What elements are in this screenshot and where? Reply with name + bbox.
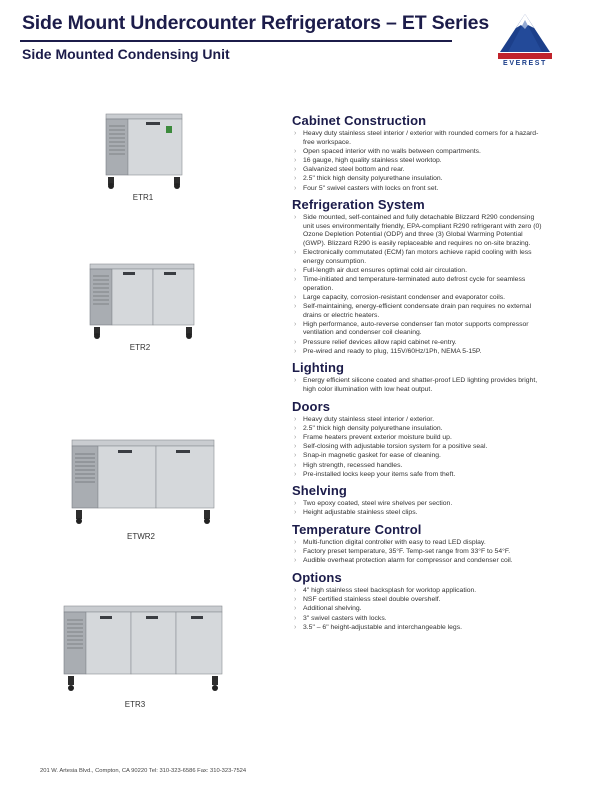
spec-item: › Heavy duty stainless steel interior / exterior with rounded corners for a hazard-free workspace. — [292, 130, 547, 147]
product-label-etwr2: ETWR2 — [127, 532, 155, 541]
spec-item: › Time-initiated and temperature-terminated auto defrost cycle for seamless operation. — [292, 276, 547, 293]
spec-item: › 4" high stainless steel backsplash for worktop application. — [292, 587, 547, 596]
logo-brand-text: EVEREST — [503, 60, 547, 67]
logo-band — [498, 53, 552, 59]
section-doors — [292, 398, 547, 480]
spec-item: › Four 5" swivel casters with locks on front set. — [292, 185, 547, 194]
footer-address: 201 W. Artesia Blvd., Compton, CA 90220 Tel: 310-323-6586 Fax: 310-323-7524 — [40, 768, 247, 774]
section-heading: Refrigeration System — [292, 197, 425, 213]
product-image-etwr2 — [68, 438, 220, 531]
section-heading: Shelving — [292, 483, 347, 499]
everest-logo — [494, 10, 556, 70]
spec-item: › High strength, recessed handles. — [292, 462, 547, 471]
section-heading: Cabinet Construction — [292, 113, 427, 128]
section-temperature-control — [292, 521, 547, 566]
section-heading: Doors — [292, 398, 331, 414]
spec-item: › Electronically commutated (ECM) fan motors achieve rapid cooling with less energy consumption. — [292, 249, 547, 266]
spec-item: › Pre-installed locks keep your items safe from theft. — [292, 471, 547, 480]
section-options — [292, 569, 547, 632]
spec-item: › 2.5" thick high density polyurethane insulation. — [292, 425, 547, 434]
spec-item: › Audible overheat protection alarm for compressor and condenser coil. — [292, 557, 547, 566]
spec-item: › Additional shelving. — [292, 605, 547, 614]
product-label-etr1: ETR1 — [132, 193, 154, 202]
section-refrigeration-system — [292, 196, 547, 356]
section-lighting — [292, 359, 547, 394]
product-image-etr1 — [100, 112, 190, 195]
mountain-icon — [494, 10, 556, 56]
spec-item: › Self-closing with adjustable torsion system for a positive seal. — [292, 443, 547, 452]
section-shelving — [292, 482, 547, 518]
spec-item: › Height adjustable stainless steel clips. — [292, 509, 547, 518]
spec-item: › Snap-in magnetic gasket for ease of cleaning. — [292, 452, 547, 461]
spec-item: › Pressure relief devices allow rapid cabinet re-entry. — [292, 339, 547, 348]
section-heading: Temperature Control — [292, 522, 422, 538]
spec-item: › Energy efficient silicone coated and shatter-proof LED lighting provides bright, high color illumination with low heat output. — [292, 377, 547, 394]
spec-item: › 16 gauge, high quality stainless steel worktop. — [292, 157, 547, 166]
spec-item: › Two epoxy coated, steel wire shelves per section. — [292, 500, 547, 509]
spec-item: › Open spaced interior with no walls between compartments. — [292, 148, 547, 157]
title-divider — [20, 40, 452, 42]
product-image-etr2 — [88, 262, 200, 345]
spec-item: › Heavy duty stainless steel interior / exterior. — [292, 416, 547, 425]
spec-item: › Galvanized steel bottom and rear. — [292, 166, 547, 175]
spec-item: › High performance, auto-reverse condenser fan motor supports compressor ventilation and condenser coil cleaning. — [292, 321, 547, 338]
product-label-etr2: ETR2 — [129, 343, 151, 352]
section-cabinet-construction — [292, 112, 547, 193]
spec-item: › 2.5" thick high density polyurethane insulation. — [292, 175, 547, 184]
spec-item: › Full-length air duct ensures optimal cold air circulation. — [292, 267, 547, 276]
page-subtitle: Side Mounted Condensing Unit — [22, 46, 230, 62]
spec-item: › Side mounted, self-contained and fully detachable Blizzard R290 condensing unit uses environmentally friendly, EPA-compliant R290 refrigerant with zero (0) Ozone Depletion Potential (ODP) and three (3) Global Warming Potential (GWP). Blizzard R290 is easily replaceable and requires no on-site brazing. — [292, 214, 547, 248]
spec-item: › 3.5" – 6" height-adjustable and interchangeable legs. — [292, 624, 547, 633]
spec-item: › Self-maintaining, energy-efficient condensate drain pan requires no external drains or electric heaters. — [292, 303, 547, 320]
section-heading: Lighting — [292, 360, 345, 376]
spec-list — [292, 112, 547, 635]
spec-item: › NSF certified stainless steel double overshelf. — [292, 596, 547, 605]
spec-item: › Large capacity, corrosion-resistant condenser and evaporator coils. — [292, 294, 547, 303]
page-title: Side Mount Undercounter Refrigerators – ET Series — [22, 12, 489, 34]
section-heading: Options — [292, 570, 342, 586]
spec-item: › Factory preset temperature, 35°F. Temp-set range from 33°F to 54°F. — [292, 548, 547, 557]
spec-item: › Frame heaters prevent exterior moisture build up. — [292, 434, 547, 443]
spec-item: › Pre-wired and ready to plug, 115V/60Hz/1Ph, NEMA 5-15P. — [292, 348, 547, 357]
product-label-etr3: ETR3 — [124, 700, 146, 709]
product-image-etr3 — [60, 604, 228, 699]
spec-item: › 3" swivel casters with locks. — [292, 615, 547, 624]
spec-item: › Multi-function digital controller with easy to read LED display. — [292, 539, 547, 548]
